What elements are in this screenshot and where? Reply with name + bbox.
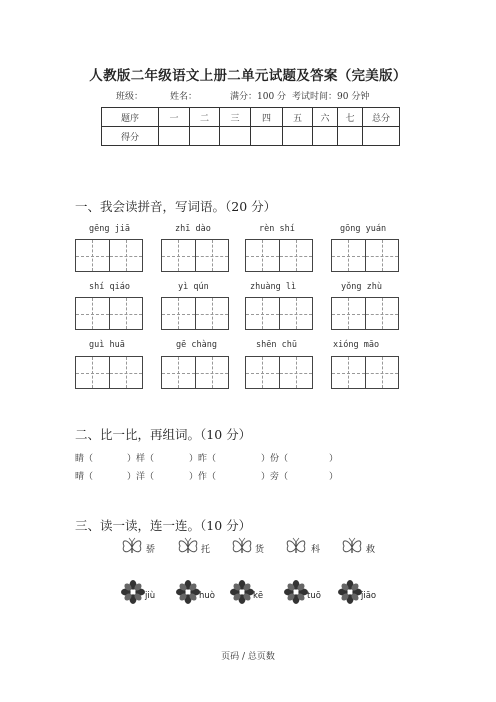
score-header-cell: 五 — [283, 108, 313, 127]
pinyin-label: xióng māo — [333, 340, 380, 350]
butterfly-icon — [177, 537, 199, 557]
score-header-cell: 总分 — [363, 108, 400, 127]
butterfly-icon — [231, 537, 253, 557]
compare-item: ）份（ — [261, 454, 289, 464]
writing-grid[interactable] — [161, 356, 229, 389]
pinyin-label: gōng yuán — [340, 224, 387, 234]
section-2-heading: 二、比一比，再组词。（10 分） — [75, 427, 252, 442]
compare-item: ） — [329, 472, 339, 482]
writing-grid[interactable] — [161, 297, 229, 330]
writing-grid[interactable] — [331, 297, 399, 330]
name-label: 姓名： — [170, 92, 198, 102]
pinyin-label: yǒng zhù — [341, 282, 382, 292]
match-pinyin[interactable]: jiù — [145, 591, 156, 601]
score-header-cell: 三 — [220, 108, 251, 127]
compare-item: 睛（ — [75, 454, 94, 464]
compare-item: ）旁（ — [261, 472, 289, 482]
compare-item: ） — [329, 454, 339, 464]
score-table-header-row — [102, 108, 400, 127]
pinyin-label: shēn chū — [256, 340, 297, 350]
score-cell[interactable] — [190, 127, 220, 146]
pinyin-label: yì qún — [178, 282, 209, 292]
exam-time-label: 考试时间：90 分钟 — [292, 92, 370, 102]
writing-grid[interactable] — [75, 297, 143, 330]
compare-item: ）昨（ — [189, 454, 217, 464]
score-row-label: 得分 — [102, 127, 159, 146]
document-title: 人教版二年级语文上册二单元试题及答案（完美版） — [89, 68, 407, 84]
match-pinyin[interactable]: jiāo — [361, 591, 377, 601]
match-character[interactable]: 科 — [311, 545, 321, 555]
score-header-cell: 二 — [190, 108, 220, 127]
page-footer: 页码 / 总页数 — [221, 652, 275, 662]
match-pinyin[interactable]: huò — [199, 591, 215, 601]
writing-grid[interactable] — [75, 356, 143, 389]
butterfly-icon — [121, 537, 143, 557]
match-pinyin[interactable]: tuō — [307, 591, 321, 601]
score-header-cell: 七 — [338, 108, 363, 127]
score-cell[interactable] — [283, 127, 313, 146]
full-score-label: 满分：100 分 — [230, 92, 287, 102]
compare-item: ）作（ — [189, 472, 217, 482]
score-cell[interactable] — [363, 127, 400, 146]
match-pinyin[interactable]: kē — [253, 591, 264, 601]
score-table-score-row — [102, 127, 400, 146]
flower-icon — [176, 580, 200, 604]
writing-grid[interactable] — [245, 297, 313, 330]
flower-icon — [338, 580, 362, 604]
score-header-cell: 四 — [251, 108, 283, 127]
pinyin-label: rèn shí — [259, 224, 295, 234]
match-character[interactable]: 救 — [366, 545, 376, 555]
flower-icon — [121, 580, 145, 604]
match-character[interactable]: 托 — [201, 545, 211, 555]
match-character[interactable]: 骄 — [146, 545, 156, 555]
score-table — [101, 107, 400, 146]
compare-item: ）洋（ — [127, 472, 155, 482]
writing-grid[interactable] — [75, 239, 143, 272]
score-header-cell: 一 — [159, 108, 190, 127]
compare-item: ）样（ — [127, 454, 155, 464]
score-cell[interactable] — [251, 127, 283, 146]
score-cell[interactable] — [220, 127, 251, 146]
pinyin-label: zhuàng lì — [250, 282, 297, 292]
score-cell[interactable] — [159, 127, 190, 146]
flower-icon — [284, 580, 308, 604]
writing-grid[interactable] — [245, 239, 313, 272]
writing-grid[interactable] — [245, 356, 313, 389]
section-3-heading: 三、读一读，连一连。（10 分） — [75, 518, 252, 533]
compare-item: 晴（ — [75, 472, 94, 482]
pinyin-label: gē chàng — [176, 340, 217, 350]
pinyin-label: gēng jiā — [89, 224, 130, 234]
flower-icon — [230, 580, 254, 604]
writing-grid[interactable] — [331, 239, 399, 272]
pinyin-label: guì huā — [89, 340, 125, 350]
pinyin-label: zhī dào — [175, 224, 211, 234]
pinyin-label: shí qiáo — [89, 282, 130, 292]
writing-grid[interactable] — [331, 356, 399, 389]
score-cell[interactable] — [313, 127, 338, 146]
score-cell[interactable] — [338, 127, 363, 146]
score-header-cell: 题序 — [102, 108, 159, 127]
butterfly-icon — [285, 537, 307, 557]
writing-grid[interactable] — [161, 239, 229, 272]
butterfly-icon — [341, 537, 363, 557]
match-character[interactable]: 货 — [255, 545, 265, 555]
score-header-cell: 六 — [313, 108, 338, 127]
class-label: 班级： — [116, 92, 144, 102]
section-1-heading: 一、我会读拼音，写词语。（20 分） — [75, 199, 277, 214]
